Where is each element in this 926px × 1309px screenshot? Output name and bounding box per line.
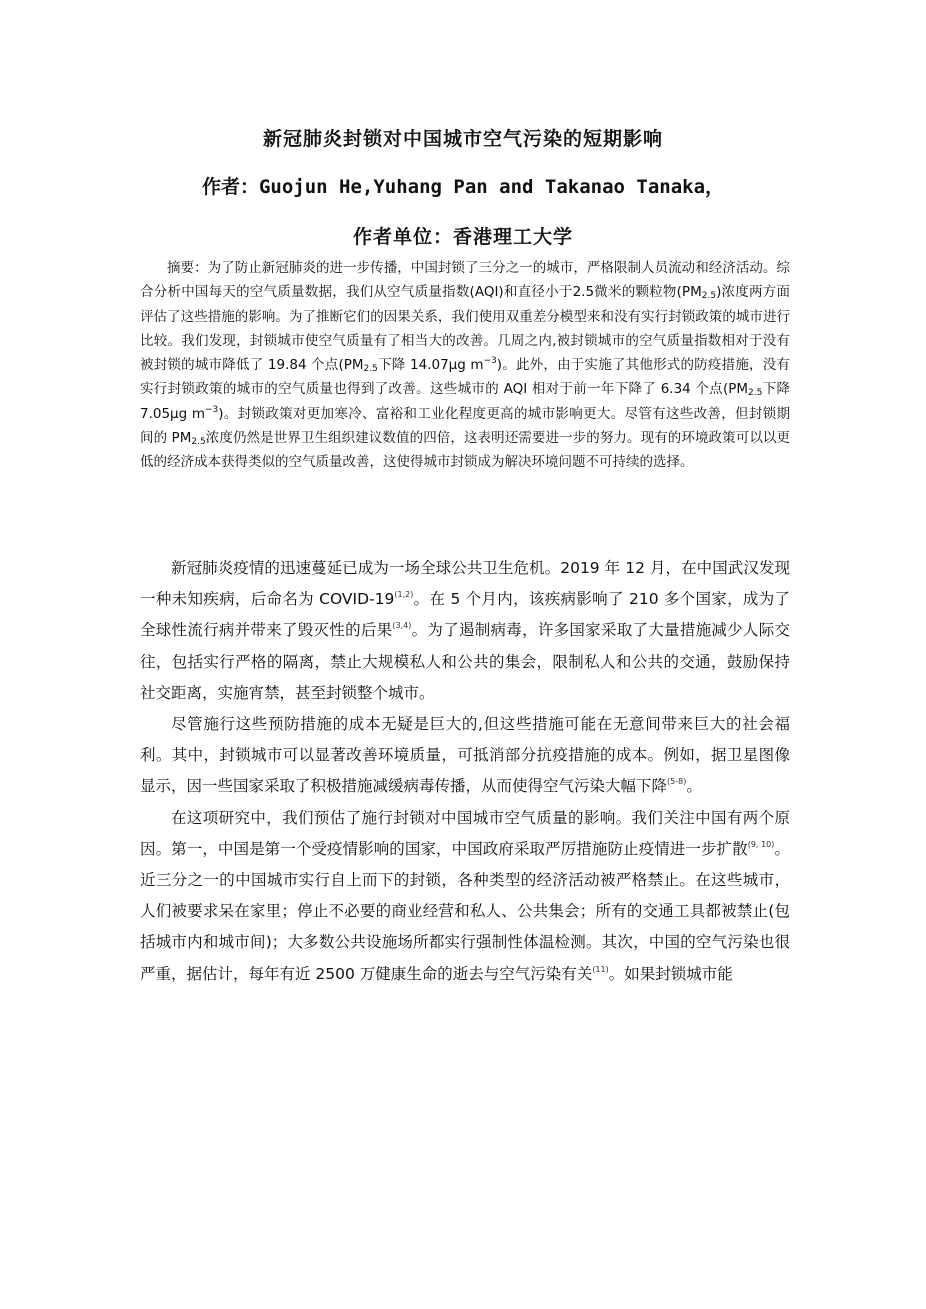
citation: (5-8) bbox=[667, 777, 687, 787]
paragraph-text: 。为了遏制病毒，许多国家采取了大量措施减少人际交往，包括实行严格的隔离，禁止大规模私人和公共的集会，限制私人和公共的交通，鼓励保持社交距离，实施宵禁，甚至封锁整个城市。 bbox=[140, 621, 790, 702]
paragraph-text: 在这项研究中，我们预估了施行封锁对中国城市空气质量的影响。我们关注中国有两个原因。第一，中国是第一个受疫情影响的国家，中国政府采取严厉措施防止疫情进一步扩散 bbox=[140, 808, 790, 858]
affiliation-line: 作者单位：香港理工大学 bbox=[352, 226, 573, 248]
paragraph-text: 新冠肺炎疫情的迅速蔓延已成为一场全球公共卫生危机。2019 年 12 月，在中国武汉发现一种未知疾病，后命名为 COVID-19 bbox=[140, 559, 790, 609]
abstract-text: 摘要：为了防止新冠肺炎的进一步传播，中国封锁了三分之一的城市，严格限制人员流动和经济活动。综合分析中国每天的空气质量数据，我们从空气质量指数(AQI)和直径小于2.5微米的颗粒物(PM bbox=[140, 260, 790, 301]
abstract-text: )。此外，由于实施了其他形式的防疫措施，没有实行封锁政策的城市的空气质量也得到了改善。这些城市的 AQI 相对于前一年下降了 6.34 个点(PM bbox=[140, 357, 790, 398]
paragraph-text: 。 bbox=[686, 777, 702, 796]
abstract-text: 下降 7.05μg m bbox=[140, 381, 790, 422]
subscript: 2.5 bbox=[191, 437, 206, 448]
citation: (9, 10) bbox=[747, 839, 775, 849]
paragraph-text: 。如果封锁城市能 bbox=[608, 964, 733, 983]
paragraph-text: 。在 5 个月内，该疾病影响了 210 多个国家，成为了全球性流行病并带来了毁灭性的后果 bbox=[140, 590, 791, 640]
abstract-text: )浓度两方面评估了这些措施的影响。为了推断它们的因果关系，我们使用双重差分模型来和没有实行封锁政策的城市进行比较。我们发现，封锁城市使空气质量有了相当大的改善。几周之内,被封锁城市的空气质量指数相对于没有被封锁的城市降低了 19.84 个点(PM bbox=[140, 284, 790, 374]
subscript: 2.5 bbox=[701, 291, 717, 302]
paragraph-text: 尽管施行这些预防措施的成本无疑是巨大的,但这些措施可能在无意间带来巨大的社会福利。其中，封锁城市可以显著改善环境质量，可抵消部分抗疫措施的成本。例如，据卫星图像显示，因一些国家采取了积极措施减缓病毒传播，从而使得空气污染大幅下降 bbox=[140, 715, 790, 796]
paragraph-text: 。近三分之一的中国城市实行自上而下的封锁，各种类型的经济活动被严格禁止。在这些城市，人们被要求呆在家里；停止不必要的商业经营和私人、公共集会；所有的交通工具都被禁止(包括城市内和城市间)；大多数公共设施场所都实行强制性体温检测。其次，中国的空气污染也很严重，据估计，每年有近 2500 万健康生命的逝去与空气污染有关 bbox=[140, 839, 790, 983]
authors-line: 作者：Guojun He,Yuhang Pan and Takanao Tanaka， bbox=[201, 176, 725, 198]
citation: (1,2) bbox=[394, 590, 414, 600]
abstract-text: 浓度仍然是世界卫生组织建议数值的四倍，这表明还需要进一步的努力。现有的环境政策可以以更低的经济成本获得类似的空气质量改善，这使得城市封锁成为解决环境问题不可持续的选择。 bbox=[140, 430, 790, 471]
superscript: −3 bbox=[204, 404, 219, 415]
subscript: 2.5 bbox=[748, 388, 763, 399]
paragraph-3 bbox=[140, 803, 790, 990]
abstract-text: 下降 14.07μg m bbox=[377, 357, 484, 374]
superscript: −3 bbox=[483, 356, 497, 367]
paragraph-1 bbox=[140, 553, 790, 709]
body-text bbox=[140, 553, 790, 990]
citation: (11) bbox=[592, 964, 609, 974]
abstract-text: )。封锁政策对更加寒冷、富裕和工业化程度更高的城市影响更大。尽管有这些改善，但封锁期间的 PM bbox=[140, 405, 790, 447]
subscript: 2.5 bbox=[363, 364, 378, 375]
paper-title: 新冠肺炎封锁对中国城市空气污染的短期影响 bbox=[262, 128, 663, 150]
citation: (3,4) bbox=[392, 621, 412, 631]
paragraph-2 bbox=[140, 709, 790, 803]
abstract bbox=[140, 256, 790, 475]
